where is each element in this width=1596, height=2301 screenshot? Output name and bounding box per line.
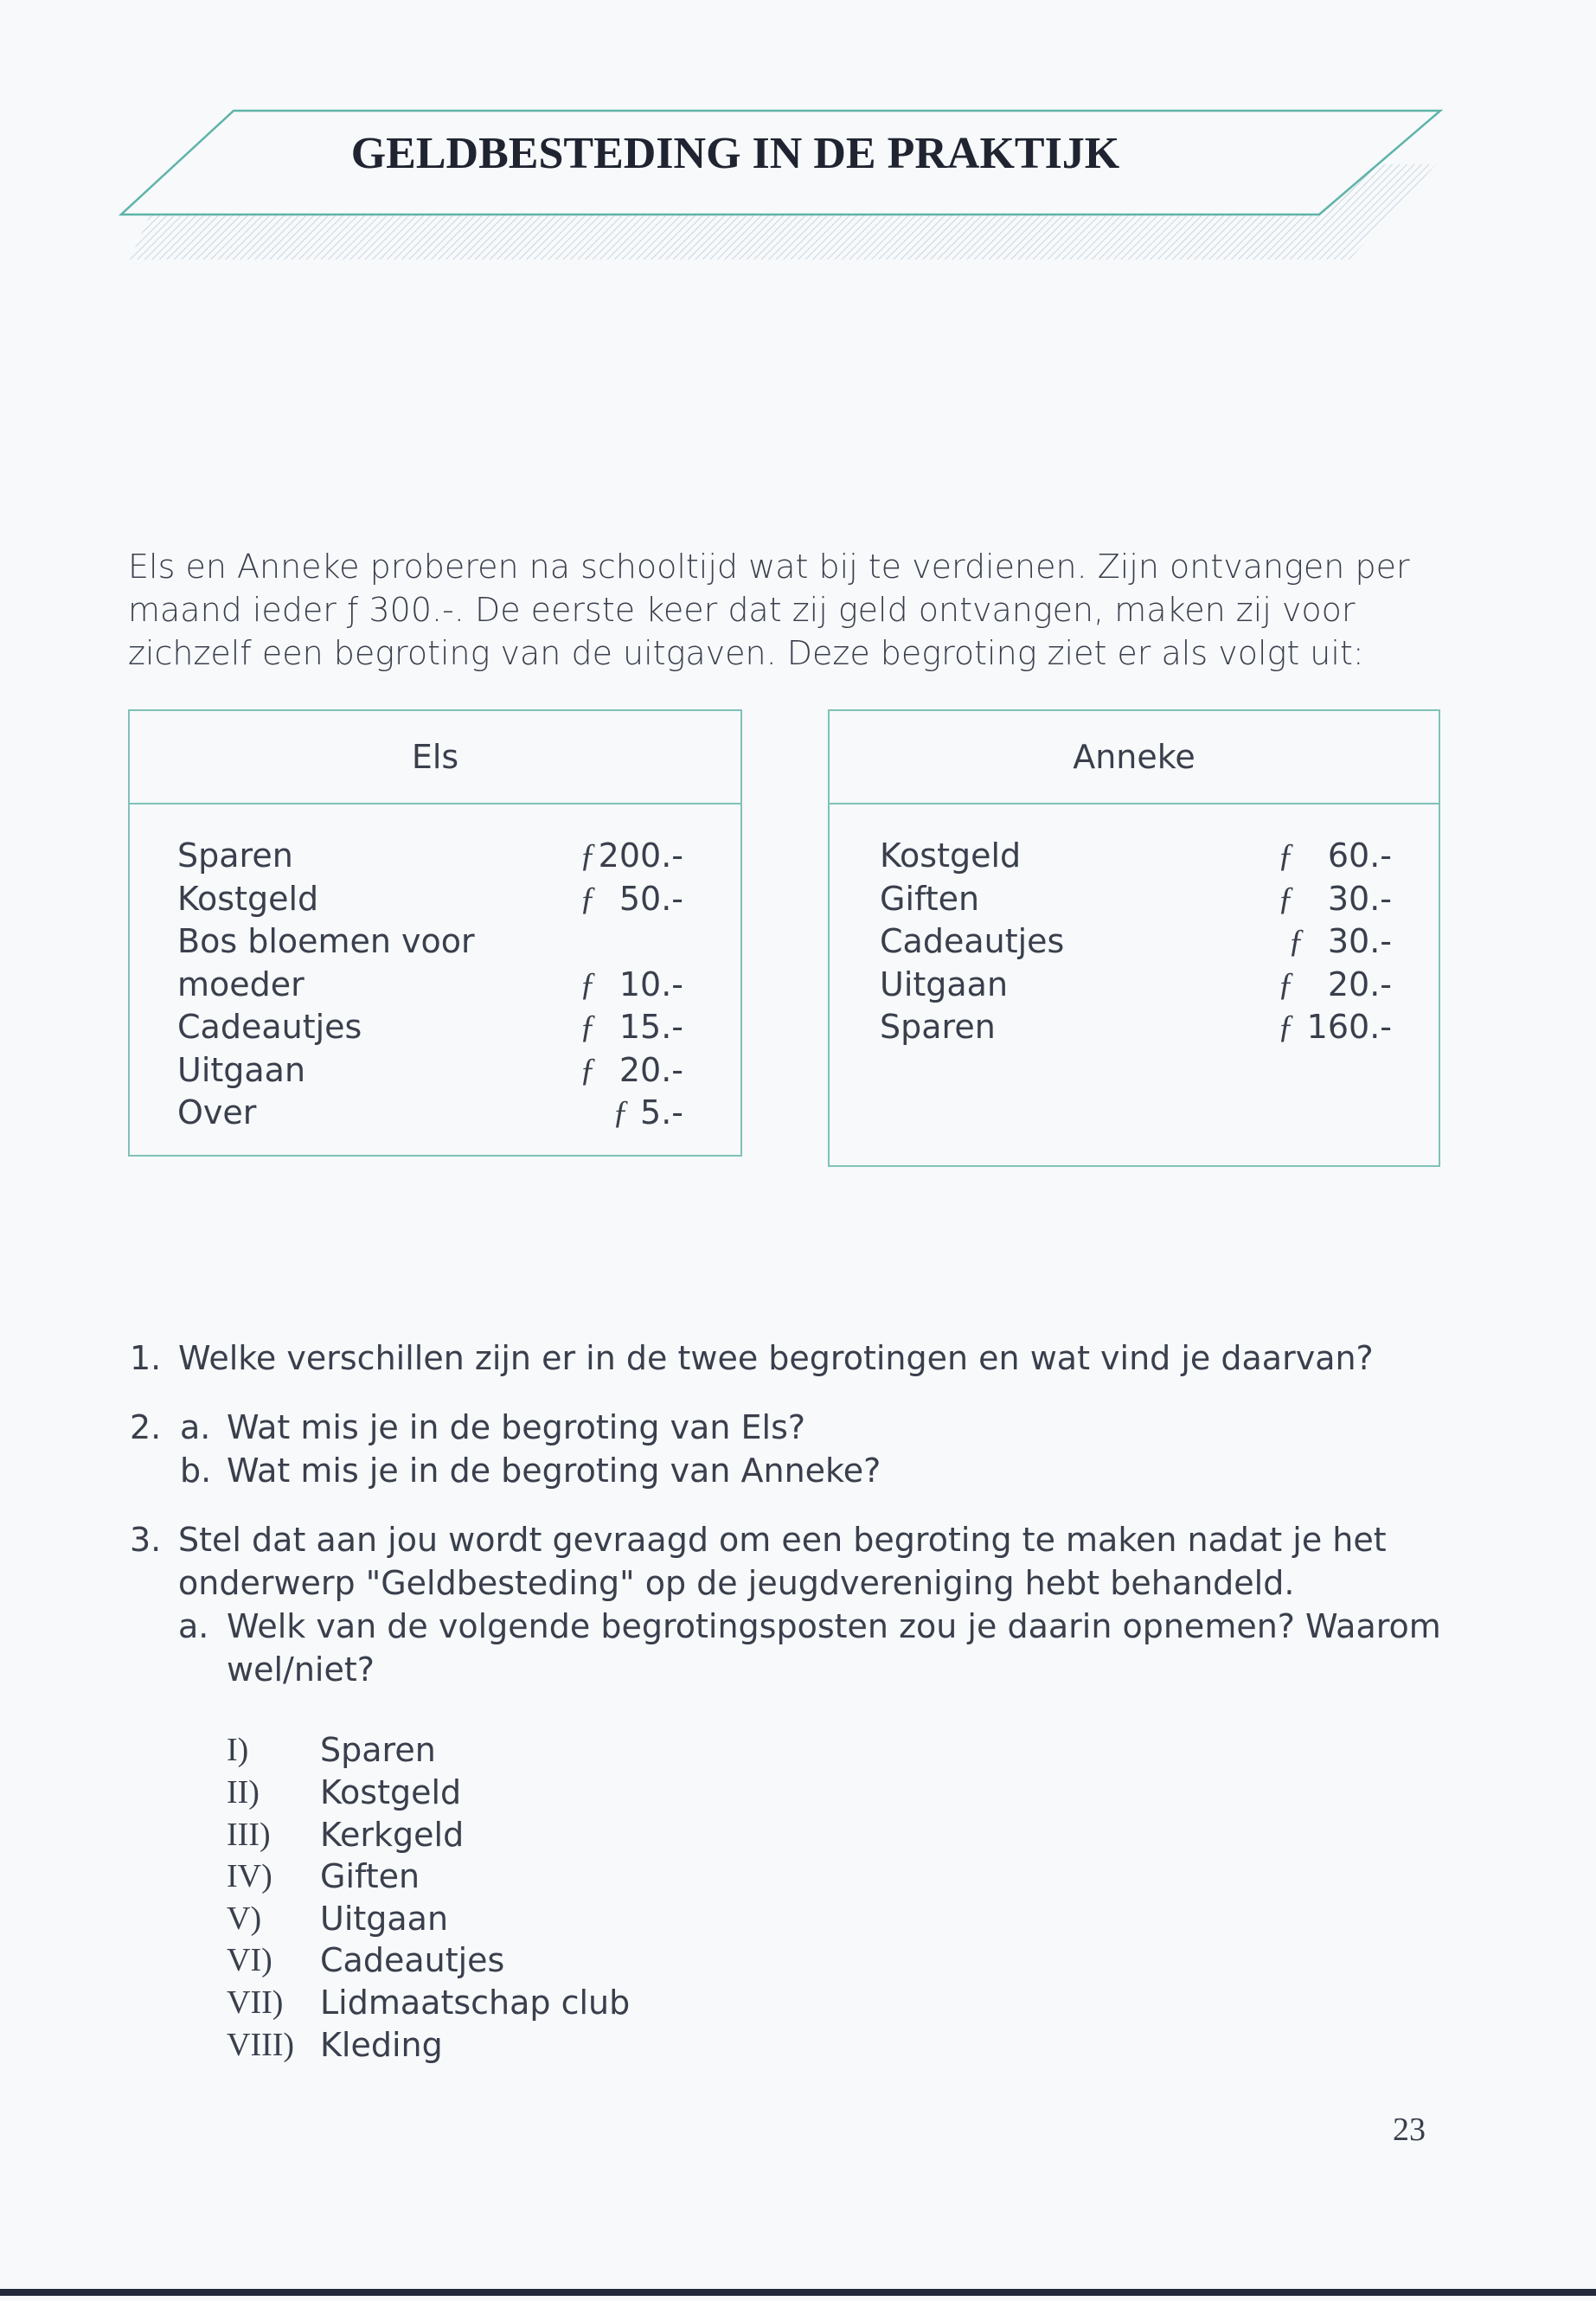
budget-row xyxy=(830,1006,1439,1049)
budget-label: Cadeautjes xyxy=(880,922,1065,960)
budget-amount: 10.- xyxy=(619,965,683,1003)
intro-line: Els en Anneke proberen na schooltijd wat bij te verdienen. Zijn ontvangen per xyxy=(128,548,1410,586)
subquestion-text: wel/niet? xyxy=(227,1650,375,1689)
intro-paragraph xyxy=(128,545,1426,675)
budget-row xyxy=(830,920,1439,964)
budget-row xyxy=(130,1006,740,1049)
budget-label: Cadeautjes xyxy=(177,1008,362,1046)
list-number: I) xyxy=(227,1732,249,1768)
budget-box-els xyxy=(128,709,742,1157)
budget-header-anneke: Anneke xyxy=(830,711,1439,804)
list-number: VI) xyxy=(227,1942,272,1978)
currency-symbol: ƒ xyxy=(612,1094,629,1131)
budget-amount: 200.- xyxy=(598,836,683,875)
budget-header-els: Els xyxy=(130,711,740,804)
question-number: 1. xyxy=(130,1339,162,1377)
currency-symbol: ƒ xyxy=(1278,1009,1294,1045)
budget-amount: 30.- xyxy=(1327,879,1392,918)
list-number: VII) xyxy=(227,1984,284,2021)
budget-rows-anneke xyxy=(830,804,1439,1049)
question-number: 2. xyxy=(130,1408,162,1446)
list-number: II) xyxy=(227,1774,260,1811)
currency-symbol: ƒ xyxy=(1278,880,1294,917)
subquestion-label: a. xyxy=(178,1607,209,1645)
budget-amount: 15.- xyxy=(619,1008,683,1046)
budget-amount: 160.- xyxy=(1306,1008,1392,1046)
list-label: Kerkgeld xyxy=(320,1816,465,1854)
budget-amount: 5.- xyxy=(640,1093,683,1131)
currency-symbol: ƒ xyxy=(580,965,596,1003)
budget-row xyxy=(130,878,740,921)
budget-row xyxy=(130,964,740,1007)
currency-symbol: ƒ xyxy=(1288,923,1304,959)
budget-row xyxy=(830,835,1439,878)
budget-label: Sparen xyxy=(177,836,293,875)
page-title: GELDBESTEDING IN DE PRAKTIJK xyxy=(350,129,1120,178)
budget-row xyxy=(830,964,1439,1007)
budget-amount: 60.- xyxy=(1327,836,1392,875)
budget-label: Uitgaan xyxy=(880,965,1009,1003)
budget-rows-els xyxy=(130,804,740,1135)
budget-amount: 50.- xyxy=(619,879,683,918)
list-label: Lidmaatschap club xyxy=(320,1984,631,2022)
budget-label: Bos bloemen voor xyxy=(177,922,475,960)
subquestion-label: a. xyxy=(180,1408,211,1446)
budget-label: Sparen xyxy=(880,1008,996,1046)
question-2 xyxy=(130,1406,1427,1501)
currency-symbol: ƒ xyxy=(1278,837,1294,874)
list-number: III) xyxy=(227,1817,271,1853)
budget-row xyxy=(130,1049,740,1093)
list-label: Uitgaan xyxy=(320,1900,449,1938)
question-text: Stel dat aan jou wordt gevraagd om een begroting te maken nadat je het xyxy=(178,1521,1387,1559)
currency-symbol: ƒ xyxy=(580,1051,596,1088)
budget-label: Over xyxy=(177,1093,257,1131)
budget-row xyxy=(130,835,740,878)
subquestion-text: Welk van de volgende begrotingsposten zou je daarin opnemen? Waarom xyxy=(227,1607,1441,1645)
intro-line: zichzelf een begroting van de uitgaven. Deze begroting ziet er als volgt uit: xyxy=(128,634,1364,672)
currency-symbol: ƒ xyxy=(580,1009,596,1045)
list-label: Kostgeld xyxy=(320,1773,462,1811)
budget-row xyxy=(830,878,1439,921)
subquestion-text: Wat mis je in de begroting van Anneke? xyxy=(227,1452,881,1490)
list-label: Cadeautjes xyxy=(320,1941,505,1979)
list-number: IV) xyxy=(227,1858,272,1894)
currency-symbol: ƒ xyxy=(1278,965,1294,1003)
budget-amount: 20.- xyxy=(1327,965,1392,1003)
subquestion-text: Wat mis je in de begroting van Els? xyxy=(227,1408,806,1446)
subquestion-label: b. xyxy=(180,1452,212,1490)
budget-amount: 20.- xyxy=(619,1050,683,1089)
list-number: V) xyxy=(227,1900,262,1937)
page-number: 23 xyxy=(1393,2112,1426,2148)
bottom-edge xyxy=(0,2289,1596,2296)
budget-label: Kostgeld xyxy=(880,836,1022,875)
currency-symbol: ƒ xyxy=(580,880,596,917)
budget-label: Kostgeld xyxy=(177,879,319,918)
list-label: Sparen xyxy=(320,1731,436,1769)
budget-row xyxy=(130,1092,740,1135)
intro-line: maand ieder ƒ 300.-. De eerste keer dat zij geld ontvangen, maken zij voor xyxy=(128,591,1356,629)
list-label: Giften xyxy=(320,1857,420,1895)
list-label: Kleding xyxy=(320,2026,443,2064)
question-text: Welke verschillen zijn er in de twee begrotingen en wat vind je daarvan? xyxy=(178,1339,1374,1377)
budget-row xyxy=(130,920,740,964)
question-text: onderwerp "Geldbesteding" op de jeugdvereniging hebt behandeld. xyxy=(178,1564,1295,1602)
budget-label: Giften xyxy=(880,879,980,918)
budget-amount: 30.- xyxy=(1327,922,1392,960)
currency-symbol: ƒ xyxy=(580,837,596,874)
question-number: 3. xyxy=(130,1521,162,1559)
budget-label: Uitgaan xyxy=(177,1050,306,1089)
budget-label: moeder xyxy=(177,965,304,1003)
list-number: VIII) xyxy=(227,2027,295,2063)
question-3 xyxy=(130,1518,1471,1708)
budget-box-anneke xyxy=(828,709,1440,1167)
